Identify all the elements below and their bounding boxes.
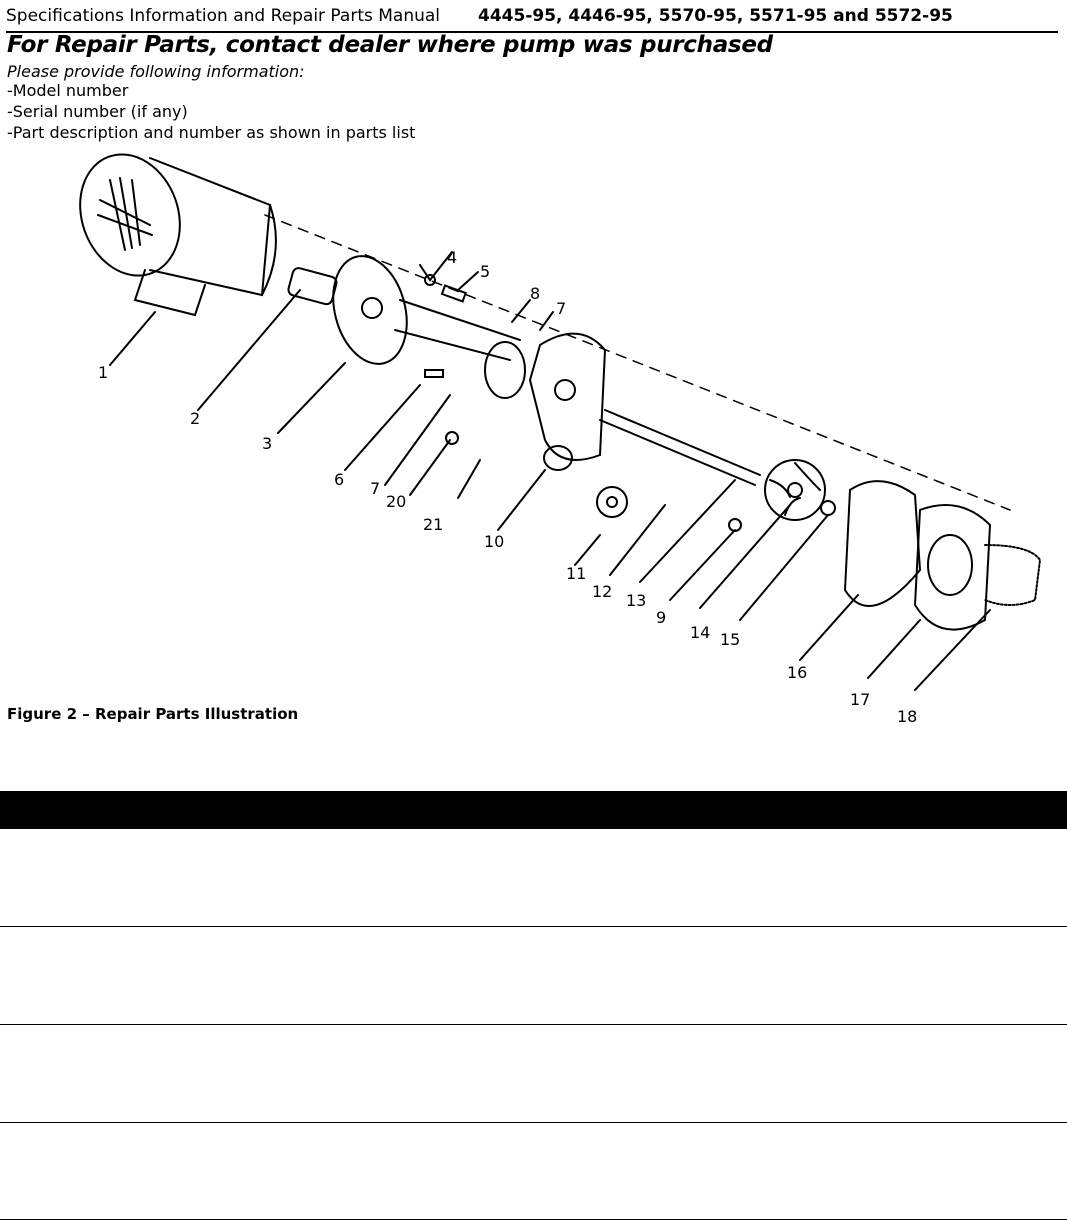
model-numbers: 4445-95, 4446-95, 5570-95, 5571-95 and 5572-95 — [478, 6, 953, 26]
requirement-part: -Part description and number as shown in parts list — [7, 123, 416, 142]
info-subtitle: Please provide following information: — [7, 62, 305, 81]
svg-text:12: 12 — [592, 582, 613, 601]
svg-text:18: 18 — [897, 707, 918, 726]
svg-text:3: 3 — [262, 434, 273, 453]
svg-text:7: 7 — [370, 479, 381, 498]
svg-text:17: 17 — [850, 690, 871, 709]
impeller — [765, 460, 825, 520]
page-header — [6, 4, 1056, 30]
figure-caption: Figure 2 – Repair Parts Illustration — [7, 705, 299, 723]
repair-parts-illustration — [0, 140, 1067, 740]
svg-text:8: 8 — [530, 284, 541, 303]
svg-text:13: 13 — [626, 591, 647, 610]
svg-text:16: 16 — [787, 663, 808, 682]
svg-text:5: 5 — [480, 262, 491, 281]
svg-text:14: 14 — [690, 623, 711, 642]
motor — [64, 140, 276, 315]
svg-text:6: 6 — [334, 470, 345, 489]
parts-row-divider — [0, 1024, 1067, 1025]
svg-text:11: 11 — [566, 564, 587, 583]
seal-plate — [530, 334, 605, 470]
parts-row-divider — [0, 926, 1067, 927]
pump-casing — [915, 505, 1040, 630]
parts-row-divider — [0, 1219, 1067, 1220]
gasket — [845, 481, 920, 606]
coupling — [287, 267, 338, 306]
requirement-serial: -Serial number (if any) — [7, 102, 188, 121]
svg-text:20: 20 — [386, 492, 407, 511]
svg-text:2: 2 — [190, 409, 201, 428]
svg-text:9: 9 — [656, 608, 667, 627]
svg-text:21: 21 — [423, 515, 444, 534]
parts-list-header-bar — [0, 791, 1067, 829]
page-title: For Repair Parts, contact dealer where pump was purchased — [7, 32, 773, 58]
svg-text:4: 4 — [447, 248, 458, 267]
svg-text:15: 15 — [720, 630, 741, 649]
svg-text:1: 1 — [98, 363, 109, 382]
svg-text:10: 10 — [484, 532, 505, 551]
svg-text:7: 7 — [556, 299, 567, 318]
shaft — [600, 410, 760, 485]
requirement-model: -Model number — [7, 81, 129, 100]
parts-row-divider — [0, 1122, 1067, 1123]
manual-title: Specifications Information and Repair Parts Manual — [6, 6, 441, 26]
